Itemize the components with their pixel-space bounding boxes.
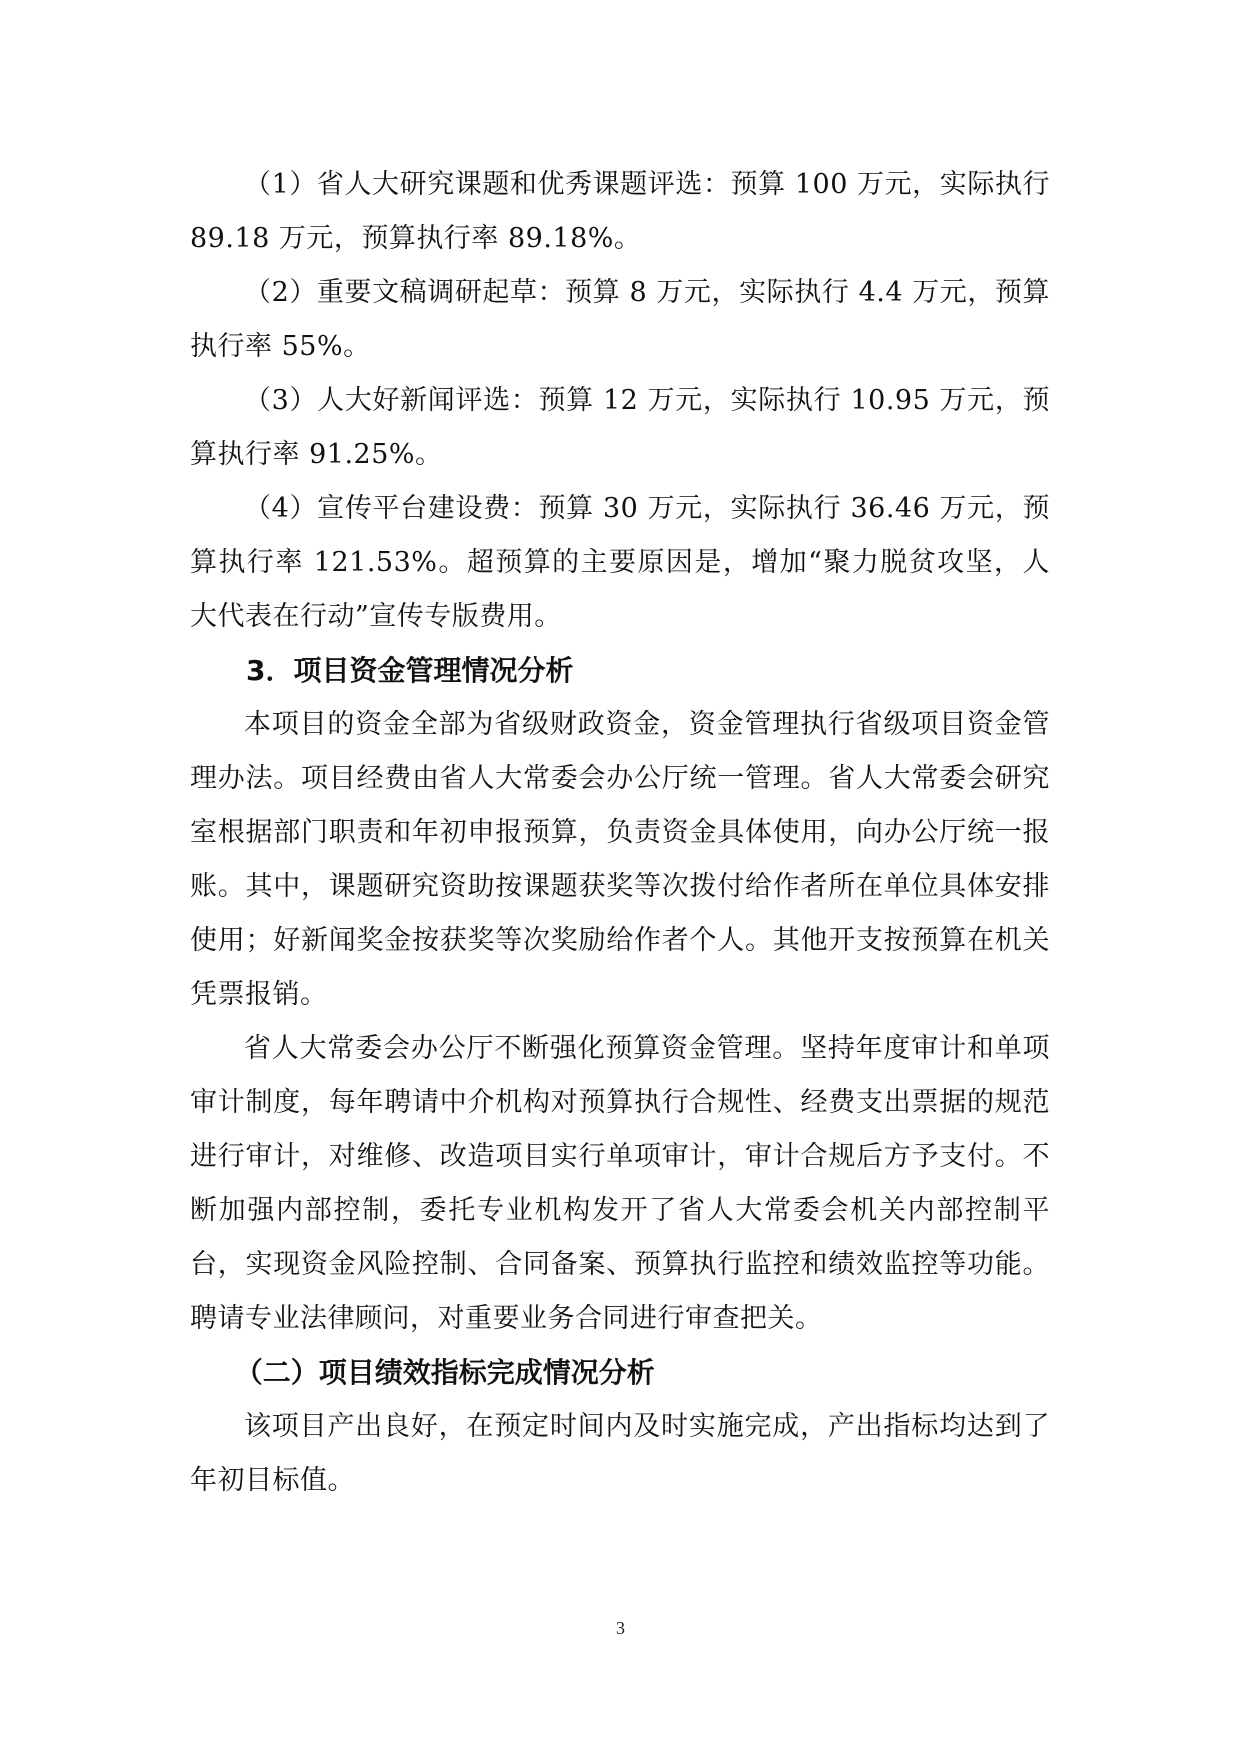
paragraph-budget-control: 省人大常委会办公厅不断强化预算资金管理。坚持年度审计和单项审计制度，每年聘请中介机构对预算执行合规性、经费支出票据的规范进行审计，对维修、改造项目实行单项审计，审计合规后方予支付。不断加强内部控制，委托专业机构发开了省人大常委会机关内部控制平台，实现资金风险控制、合同备案、预算执行监控和绩效监控等功能。聘请专业法律顾问，对重要业务合同进行审查把关。 <box>190 1033 1050 1334</box>
paragraph-item-4: （4）宣传平台建设费：预算 30 万元，实际执行 36.46 万元，预算执行率 121.53%。超预算的主要原因是，增加“聚力脱贫攻坚，人大代表在行动”宣传专版费用。 <box>190 493 1050 632</box>
paragraph-item-3: （3）人大好新闻评选：预算 12 万元，实际执行 10.95 万元，预算执行率 91.25%。 <box>190 385 1050 470</box>
paragraph-fund-management: 本项目的资金全部为省级财政资金，资金管理执行省级项目资金管理办法。项目经费由省人大常委会办公厅统一管理。省人大常委会研究室根据部门职责和年初申报预算，负责资金具体使用，向办公厅统一报账。其中，课题研究资助按课题获奖等次拨付给作者所在单位具体安排使用；好新闻奖金按获奖等次奖励给作者个人。其他开支按预算在机关凭票报销。 <box>190 709 1050 1010</box>
page-body <box>190 158 1050 1508</box>
section-heading-3: 3．项目资金管理情况分析 <box>246 654 574 687</box>
section-heading-2: （二）项目绩效指标完成情况分析 <box>234 1356 655 1389</box>
paragraph-item-2: （2）重要文稿调研起草：预算 8 万元，实际执行 4.4 万元，预算执行率 55%。 <box>190 277 1050 362</box>
paragraph-performance: 该项目产出良好，在预定时间内及时实施完成，产出指标均达到了年初目标值。 <box>190 1411 1050 1496</box>
paragraph-item-1: （1）省人大研究课题和优秀课题评选：预算 100 万元，实际执行 89.18 万元，预算执行率 89.18%。 <box>190 169 1050 254</box>
page-number: 3 <box>616 1618 625 1638</box>
